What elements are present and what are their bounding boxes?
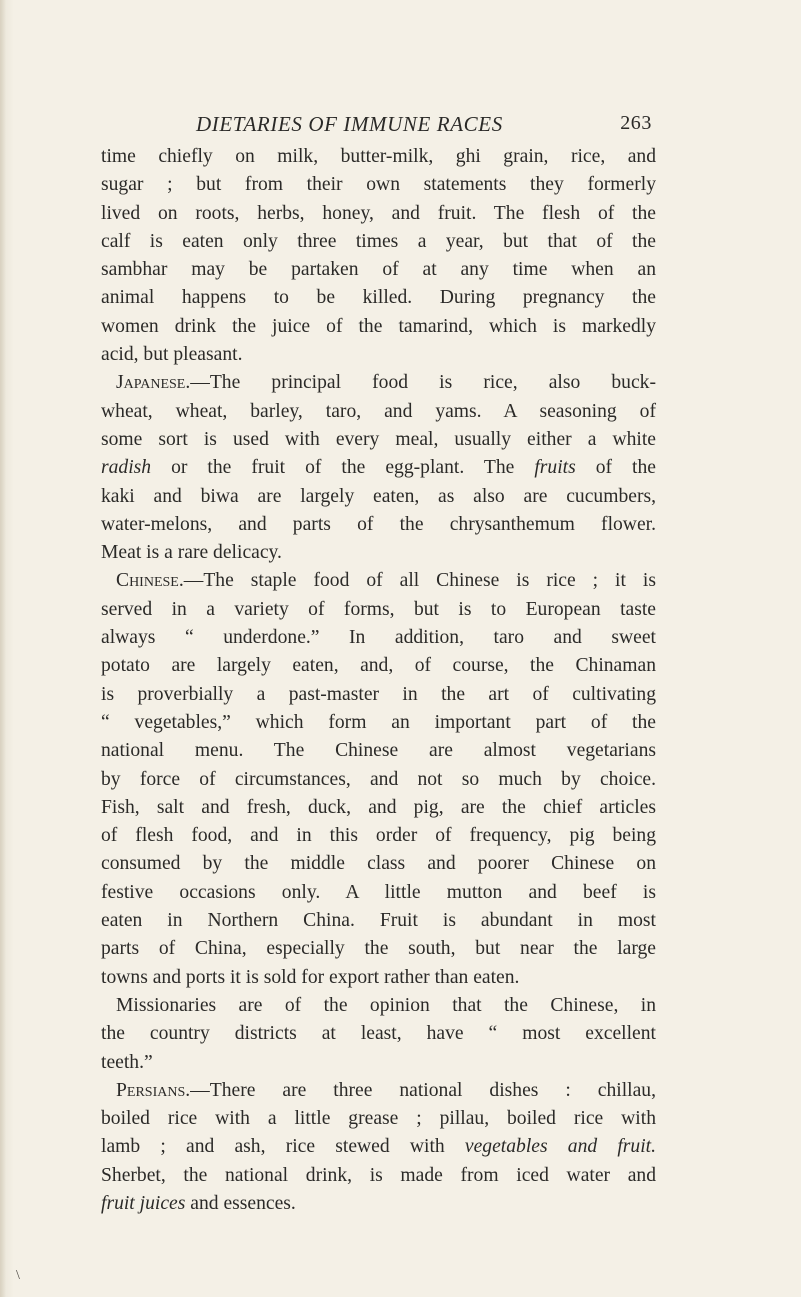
- text-line: sambhar may be partaken of at any time when an: [101, 259, 656, 281]
- text-line: “ vegetables,” which form an important part of the: [101, 711, 656, 733]
- text-line: Sherbet, the national drink, is made from iced water and: [101, 1164, 656, 1186]
- text-line: some sort is used with every meal, usually either a white: [101, 428, 656, 450]
- section-lead-persians: Persians.: [116, 1079, 191, 1101]
- text-line: [101, 567, 656, 595]
- text-line: kaki and biwa are largely eaten, as also are cucumbers,: [101, 485, 656, 507]
- page-number: 263: [620, 112, 652, 134]
- text-line: Missionaries are of the opinion that the Chinese, in: [116, 994, 656, 1016]
- text-line: sugar ; but from their own statements they formerly: [101, 174, 656, 196]
- running-title: DIETARIES OF IMMUNE RACES: [196, 112, 503, 136]
- text-line: animal happens to be killed. During pregnancy the: [101, 287, 656, 309]
- text-run: —The staple food of all Chinese is rice ; it is: [183, 570, 656, 592]
- text-line: is proverbially a past-master in the art of cultivating: [101, 683, 656, 705]
- text-line: by force of circumstances, and not so much by choice.: [101, 768, 656, 790]
- text-line: lived on roots, herbs, honey, and fruit. The flesh of the: [101, 202, 656, 224]
- text-line: always “ underdone.” In addition, taro and sweet: [101, 627, 656, 649]
- text-line: national menu. The Chinese are almost vegetarians: [101, 740, 656, 762]
- text-line: Fish, salt and fresh, duck, and pig, are the chief articles: [101, 796, 656, 818]
- text-line: festive occasions only. A little mutton and beef is: [101, 881, 656, 903]
- text-line: wheat, wheat, barley, taro, and yams. A seasoning of: [101, 400, 656, 422]
- section-lead-chinese: Chinese.: [116, 570, 184, 592]
- text-run: and essences.: [185, 1192, 296, 1214]
- text-line: consumed by the middle class and poorer Chinese on: [101, 853, 656, 875]
- text-line: parts of China, especially the south, but near the large: [101, 938, 656, 960]
- text-line: eaten in Northern China. Fruit is abundant in most: [101, 910, 656, 932]
- margin-mark: \: [16, 1268, 20, 1283]
- text-line: [101, 1133, 656, 1161]
- text-run: —The principal food is rice, also buck-: [190, 372, 656, 394]
- text-run: —There are three national dishes : chillau,: [190, 1079, 656, 1101]
- italic-run: fruit juices: [101, 1192, 186, 1214]
- text-line: calf is eaten only three times a year, but that of the: [101, 230, 656, 252]
- italic-run: vegetables and fruit.: [464, 1136, 657, 1158]
- italic-run: radish: [101, 457, 152, 479]
- text-run: lamb ; and ash, rice stewed with: [101, 1136, 465, 1158]
- text-line: served in a variety of forms, but is to European taste: [101, 598, 656, 620]
- text-line: [101, 454, 656, 482]
- text-line: [101, 369, 656, 397]
- running-head: [196, 112, 652, 140]
- text-line: towns and ports it is sold for export rather than eaten.: [101, 966, 520, 988]
- text-line: time chiefly on milk, butter-milk, ghi grain, rice, and: [101, 146, 656, 167]
- text-line: teeth.”: [101, 1051, 153, 1073]
- text-line: Meat is a rare delicacy.: [101, 542, 282, 564]
- text-line: [101, 1190, 656, 1218]
- section-lead-japanese: Japanese.: [116, 372, 191, 394]
- gutter-shadow: [0, 0, 6, 1297]
- text-line: the country districts at least, have “ most excellent: [101, 1023, 656, 1045]
- text-line: of flesh food, and in this order of frequency, pig being: [101, 825, 656, 847]
- text-run: or the fruit of the egg-plant. The: [151, 457, 535, 479]
- text-line: water-melons, and parts of the chrysanthemum flower.: [101, 513, 656, 535]
- italic-run: fruits: [534, 457, 576, 479]
- text-line: women drink the juice of the tamarind, which is markedly: [101, 315, 656, 337]
- text-line: boiled rice with a little grease ; pillau, boiled rice with: [101, 1108, 656, 1130]
- body-text: [101, 143, 656, 1218]
- text-line: [101, 1077, 656, 1105]
- text-line: acid, but pleasant.: [101, 344, 243, 366]
- text-run: of the: [575, 457, 656, 479]
- text-line: potato are largely eaten, and, of course, the Chinaman: [101, 655, 656, 677]
